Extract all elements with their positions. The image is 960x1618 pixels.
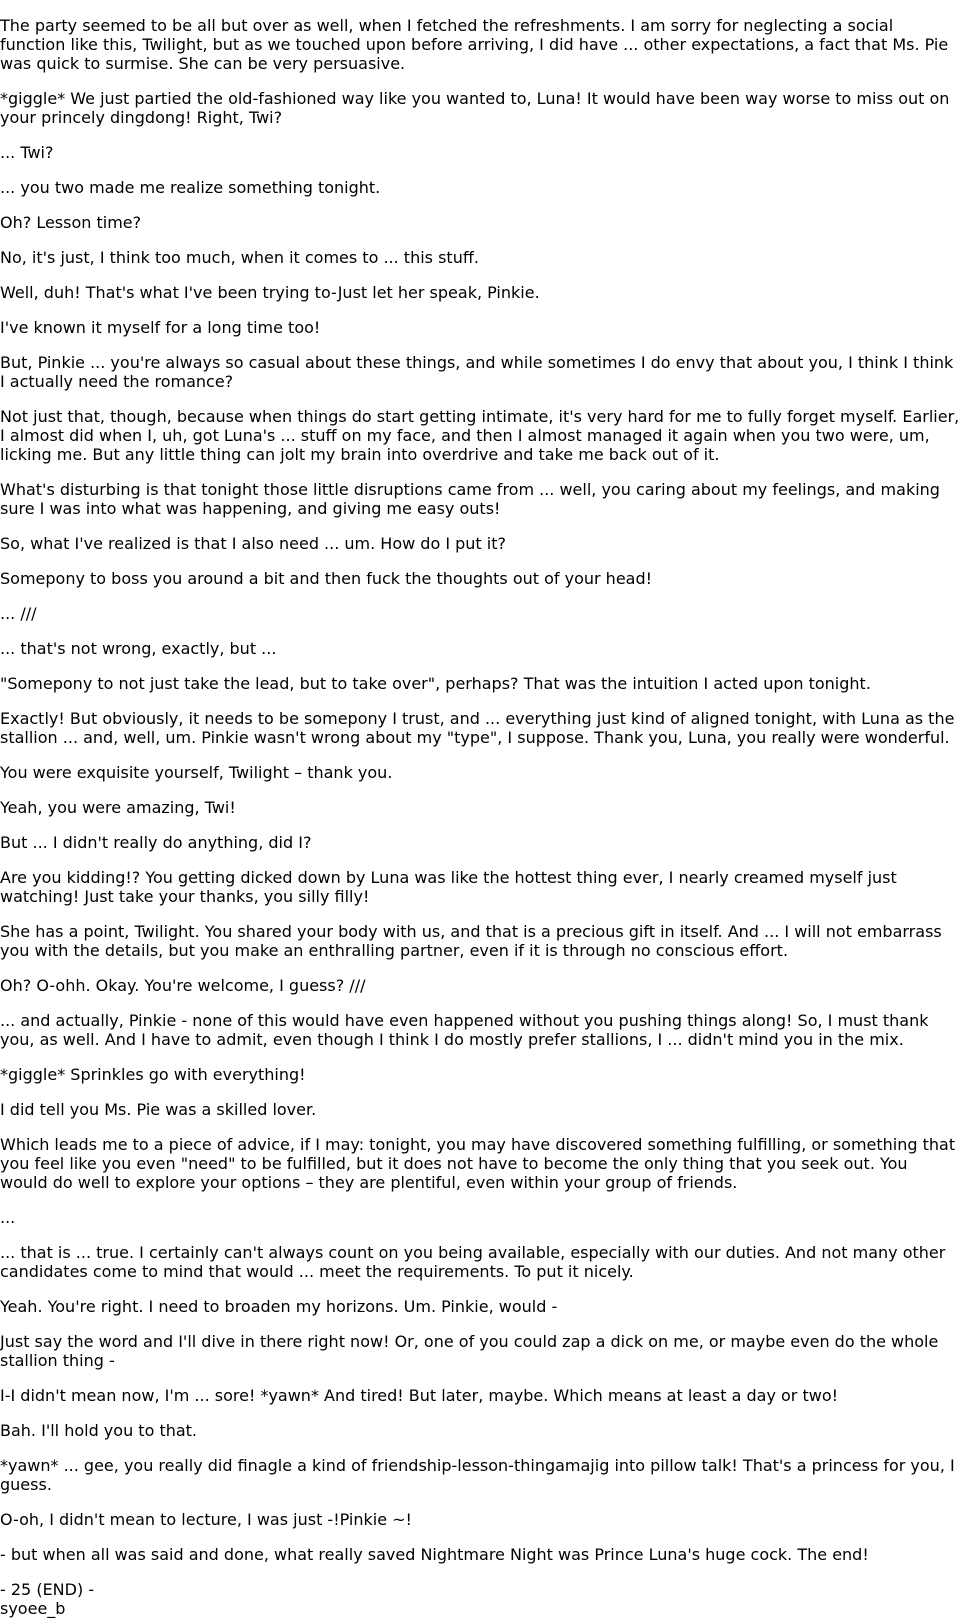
dialogue-text-segment: Pinkie ~! [339,1510,412,1529]
dialogue-text-segment: to miss out on your princely dingdong! Right, Twi? [0,89,950,127]
dialogue-text-segment: ... [0,604,21,623]
dialogue-text-segment: aligned [690,709,750,728]
dialogue-text-segment: now [121,1386,155,1405]
dialogue-text-segment: I did tell you Ms. Pie was a skilled lover. [0,1100,317,1119]
dialogue-text-segment: Bah. I'll hold you to that. [0,1421,198,1440]
dialogue-text-segment: enthralling [308,941,395,960]
dialogue-line-pinkie [0,89,960,127]
dialogue-line-pinkie [0,798,960,817]
dialogue-text-segment: "Somepony to not just take the lead, but to take [0,674,393,693]
dialogue-text-segment: saved Nightmare Night was Prince Luna's huge cock. [362,1545,798,1564]
dialogue-text-segment: The end! [797,1545,869,1564]
dialogue-text-segment: Well, duh! That's what I've been [0,283,263,302]
dialogue-text-segment: But ... [0,833,53,852]
dialogue-text-segment: Oh? Lesson time? [0,213,142,232]
dialogue-line-twilight [0,534,960,553]
dialogue-text-segment: just [33,407,63,426]
dialogue-line-pinkie [0,213,960,232]
dialogue-line-twilight [0,709,960,747]
dialogue-text-segment: *giggle* [0,89,66,108]
dialogue-text-segment: And tired! But later, maybe. Which means at least a day or two! [318,1386,839,1405]
page-indicator [0,1580,960,1599]
dialogue-text-segment: Exactly! But obviously, it needs to be somepony I [0,709,402,728]
dialogue-line-luna [0,763,960,782]
dialogue-text-segment: need [78,372,119,391]
dialogue-text-segment: /// [20,604,37,623]
dialogue-line-twilight [0,1243,960,1281]
dialogue-text-segment: No, it's just, I [0,248,110,267]
dialogue-text-segment: *giggle* [0,1065,66,1084]
dialogue-text-segment: that, though, because when things do start getting intimate, it's very hard for me to fully forget myself. Earlier, I [0,407,960,445]
dialogue-line-twilight [0,407,960,464]
dialogue-text-segment: plentiful [390,1173,456,1192]
dialogue-line-twilight [0,353,960,391]
dialogue-text-segment: /// [349,976,366,995]
dialogue-text-segment: Which leads me to a piece of advice, if I may: tonight, you may have discovered something fulfilling, or something that you feel like you even " [0,1135,956,1173]
dialogue-text-segment: - [331,283,338,302]
dialogue-text-segment: out [651,445,679,464]
dialogue-text-segment: Sprinkles go with everything! [65,1065,306,1084]
dialogue-line-luna-voice [0,1510,960,1529]
dialogue-text-segment: kidding [66,868,126,887]
dialogue-line-pinkie [0,569,960,588]
dialogue-line-pinkie [0,143,960,162]
dialogue-text-segment: The party seemed to be all but over as well, when I fetched the refreshments. I [0,16,641,35]
dialogue-text-segment: ... and actually, Pinkie - none of this would have even happened without you pushing things along! So, I must thank you, as well. And I have to admit, even though I think I do mostly prefer stallions, I ... didn't mind you in the mix. [0,1011,929,1049]
dialogue-text-segment: almost [9,426,65,445]
end-label: (END) [36,1580,84,1599]
dialogue-line-pinkie [0,868,960,906]
dialogue-line-pinkie [0,1332,960,1370]
dialogue-line-twilight [0,480,960,518]
dialogue-text-segment: ... gee, you really did finagle a kind of friendship-lesson-thingamajig into pillow talk! That's a princess for you, I guess. [0,1456,955,1494]
dialogue-text-segment: Somepony to boss you around a bit and then fuck the thoughts out of your head! [0,569,653,588]
dialogue-text-segment: , exactly, but ... [151,639,277,658]
dialogue-line-twilight [0,1297,960,1316]
dialogue-text-segment: ", perhaps? That was the intuition I acted upon tonight. [427,674,871,693]
dialogue-text-segment: - but when all was said and done, what [0,1545,319,1564]
dialogue-text-segment: trying to [262,283,332,302]
dialogue-text-segment: *yawn* [0,1456,59,1475]
dialogue-text-segment: You were exquisite yourself, Twilight – thank [0,763,358,782]
dialogue-text-segment: ... you two made me realize something tonight. [0,178,381,197]
dialogue-text-segment: partner, even if it is through no conscious effort. [394,941,789,960]
dialogue-text-segment: didn't really do anything, did I? [57,833,312,852]
dialogue-text-segment: , and ... everything just kind of [439,709,691,728]
dialogue-line-luna [0,1100,960,1119]
dialogue-text-segment: But, Pinkie ... you're always so [0,353,249,372]
text-panel [0,16,960,1564]
dialogue-text-segment: wrong [101,639,152,658]
dialogue-text-segment: Not [0,407,34,426]
dialogue-line-twilight [0,178,960,197]
dialogue-line-pinkie [0,1456,960,1494]
dialogue-text-segment: thing that you seek out. You would do well to explore your options – they are [0,1154,908,1192]
dialogue-line-twilight [0,1011,960,1049]
dialogue-text-segment: I-I didn't mean [0,1386,122,1405]
page-dash: - [0,1580,6,1599]
page-number: 25 [10,1580,32,1599]
dialogue-text-segment: think [109,248,150,267]
dialogue-text-segment: , I'm ... sore! [154,1386,261,1405]
dialogue-text-segment: What's disturbing is that tonight those little disruptions came from ... well, you caring about my feelings, and making sure I was into what was happening, and giving me easy outs! [0,480,940,518]
dialogue-text-segment: being available, especially with our duties. And not many other candidates come to mind that would ... meet the requirements. To put it nicely. [0,1243,946,1281]
dialogue-text-segment: too much, when it comes to ... this stuff. [149,248,479,267]
dialogue-line-twilight [0,976,960,995]
dialogue-line-twilight [0,639,960,658]
dialogue-text-segment: about these things, and while sometimes I do envy that about you, I think I think I actually [0,353,954,391]
dialogue-text-segment: you [403,1243,434,1262]
dialogue-text-segment: did when I, uh, got Luna's ... stuff on my face, and then I [64,426,528,445]
dialogue-text-segment: of it. [678,445,720,464]
dialogue-text-segment: the romance? [118,372,234,391]
dialogue-text-segment: persuasive [313,54,401,73]
dialogue-text-segment: O-oh, I didn't mean to lecture, I was just -! [0,1510,340,1529]
dialogue-line-twilight [0,248,960,267]
dialogue-text-segment: over [392,674,428,693]
dialogue-text-segment: !? You getting dicked down by Luna was like the hottest thing ever, I nearly creamed myself just [125,868,897,887]
dialogue-line-twilight [0,604,960,623]
dialogue-text-segment: tonight, with Luna as the stallion ... and, well, um. Pinkie wasn't wrong about my "type", I suppose. Thank you, Luna, you really were wonderful. [0,709,955,747]
dialogue-text-segment: Are you [0,868,67,887]
dialogue-text-segment: I've known it myself for a long time too! [0,318,321,337]
dialogue-text-segment: We just partied the old-fashioned way like you wanted to, Luna! It would have been [65,89,746,108]
dialogue-text-segment: ... that's not [0,639,102,658]
dialogue-text-segment: managed it again when you two were, um, licking me. But any little thing can jolt my brain into overdrive and take me back [0,426,930,464]
page-dash: - [88,1580,95,1599]
dialogue-text-segment: ! Just take your thanks, you silly filly! [72,887,370,906]
dialogue-text-segment: , even within your group of friends. [455,1173,738,1192]
dialogue-text-segment: trust [402,709,440,728]
dialogue-line-luna [0,16,960,73]
dialogue-text-segment: only [644,1154,678,1173]
dialogue-line-pinkie [0,1421,960,1440]
dialogue-text-segment: almost [527,426,582,445]
dialogue-text-segment: you [357,763,388,782]
dialogue-text-segment: way worse [745,89,831,108]
dialogue-text-segment: She has a point, Twilight. You shared your body with us, and that is a precious gift in itself. And ... I will not embarrass you with the details, but you make an [0,922,942,960]
dialogue-line-pinkie [0,1065,960,1084]
dialogue-text-segment: need [188,1154,229,1173]
dialogue-text-segment: am [640,16,666,35]
dialogue-text-segment: I [52,833,58,852]
dialogue-line-twilight [0,318,960,337]
dialogue-text-segment: casual [248,353,300,372]
dialogue-container [0,16,960,1564]
dialogue-text-segment: *yawn* [260,1386,319,1405]
dialogue-text-segment: ... [0,1208,16,1227]
dialogue-line-twilight [0,833,960,852]
dialogue-line-luna [0,1135,960,1192]
dialogue-text-segment: watching [0,887,73,906]
dialogue-text-segment: ... Twi? [0,143,54,162]
dialogue-text-segment: . [400,54,406,73]
artist-watermark: syoee_b [0,1599,66,1618]
dialogue-line-luna [0,674,960,693]
dialogue-text-segment: ... that is ... true. I certainly can't always count on [0,1243,404,1262]
dialogue-text-segment: Oh? O-ohh. Okay. You're welcome, I guess? [0,976,350,995]
dialogue-text-segment: sorry for neglecting a social function like this, Twilight, but as we touched upon before arriving, I did have ... other expectations, a fact that Ms. Pie was quick to surmise. She can be very [0,16,949,73]
dialogue-text-segment: . [387,763,393,782]
dialogue-text-segment: So, what I've realized is that I also need ... um. How do I put it? [0,534,506,553]
dialogue-text-segment: Yeah, you were amazing, Twi! [0,798,236,817]
dialogue-line-pinkie [0,283,960,302]
dialogue-line-pinkie [0,1545,960,1564]
dialogue-text-segment: " to be fulfilled, but it does not have to become the [228,1154,644,1173]
dialogue-text-segment: really [318,1545,363,1564]
dialogue-text-segment: Just let her speak, Pinkie. [337,283,540,302]
dialogue-line-luna [0,922,960,960]
dialogue-line-twilight [0,1208,960,1227]
dialogue-line-twilight [0,1386,960,1405]
dialogue-text-segment: Just say the word and I'll dive in there right now! Or, one of you could zap a dick on me, or maybe even do the whole stallion thing - [0,1332,939,1370]
dialogue-text-segment: Yeah. You're right. I need to broaden my horizons. Um. Pinkie, would - [0,1297,558,1316]
